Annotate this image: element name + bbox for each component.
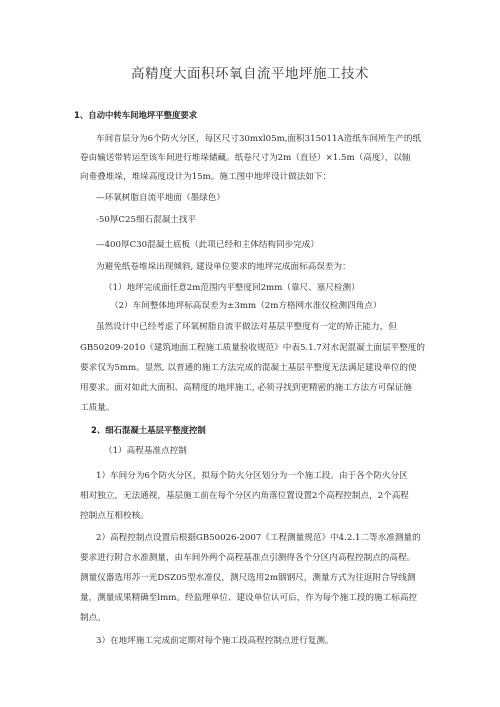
- list-item: —400厚C30混凝土底板（此项已经和主体结构同步完成）: [96, 240, 319, 250]
- paragraph-line: 用要求。面对如此大面积、高精度的地坪施工, 必须寻找到更精密的施工方法方可保证施: [80, 383, 413, 393]
- paragraph-line: 制点。: [80, 613, 106, 623]
- paragraph-line: 虽然设计中已经考虑了环氧树脂自流平做法对基层平整度有一定的矫正能力，但: [96, 322, 397, 332]
- paragraph-line: 2）高程控制点设置后根据GB50026-2007《工程测量规范》中4.2.1二等水准测量的: [96, 533, 421, 543]
- list-item: —环氧树脂自流平地面（墨绿色）: [96, 193, 225, 203]
- paragraph-line: 为避免纸卷堆垛出现倾斜, 建设单位要求的地坪完成面标高误差为：: [96, 262, 351, 272]
- paragraph-line: 控制点互相校核。: [80, 511, 149, 521]
- requirement-item: （1）地坪完成面任意2m范围内平整度回2mm（靠尺、塞尺检测）: [104, 283, 360, 293]
- paragraph-line: 车间首层分为6个防火分区，每区尺寸30mxl05m,面积315011A造纸车间所生产的纸: [96, 134, 422, 144]
- section-heading-2: 2、细石混凝土基层平整度控制: [91, 425, 206, 435]
- requirement-item: （2）车间整体地坪标高误差为±3mm（2m方格网水准仪检测四角点）: [110, 301, 382, 311]
- paragraph-line: 要求进行附合水准测量，由车间外两个高程基准点引测得各个分区内高程控制点的高程。: [80, 553, 416, 563]
- page-title: 高精度大面积环氧自流平地坪施工技术: [131, 66, 369, 82]
- paragraph-line: 向垂叠堆垛，堆垛高度设计为15m。施工图中地坪设计做法如下：: [80, 172, 332, 182]
- subsection-heading: （1）高程基准点控制: [104, 446, 187, 456]
- paragraph-line: 量，测量成果精确至lmm。经监理单位、建设单位认可后，作为每个施工段的施工标高控: [80, 593, 418, 603]
- list-item: -50厚C25细石混凝土找平: [96, 215, 197, 225]
- paragraph-line: 3）在地坪施工完成前定期对每个施工段高程控制点进行复测。: [96, 636, 334, 646]
- paragraph-line: 卷由输送带转运至该车间进行堆垛储藏。纸卷尺寸为2m（直径）×1.5m（高度），以轴: [80, 153, 411, 163]
- paragraph-line: GB50209-2010《建筑地面工程施工质量验收规范》中表5.1.7对水泥混凝土面层平整度的: [80, 343, 425, 353]
- section-heading-1: 1、自动中转车间地坪平整度要求: [74, 110, 198, 120]
- paragraph-line: 1）车间分为6个防火分区，拟每个防火分区划分为一个施工段。由于各个防火分区: [96, 471, 408, 481]
- paragraph-line: 要求仅为5mm。显然, 以普通的施工方法完成的混凝土基层平整度无法满足建设单位的使: [80, 363, 417, 373]
- paragraph-line: 测量仪器选用苏一光DSZ05型水准仪，测尺选用2m铟钢尺，测量方式为往返附合导线测: [80, 573, 416, 583]
- paragraph-line: 相对独立，无法通视，基层施工前在每个分区内角落位置设置2个高程控制点，2个高程: [80, 491, 409, 501]
- paragraph-line: 工质量。: [80, 403, 115, 413]
